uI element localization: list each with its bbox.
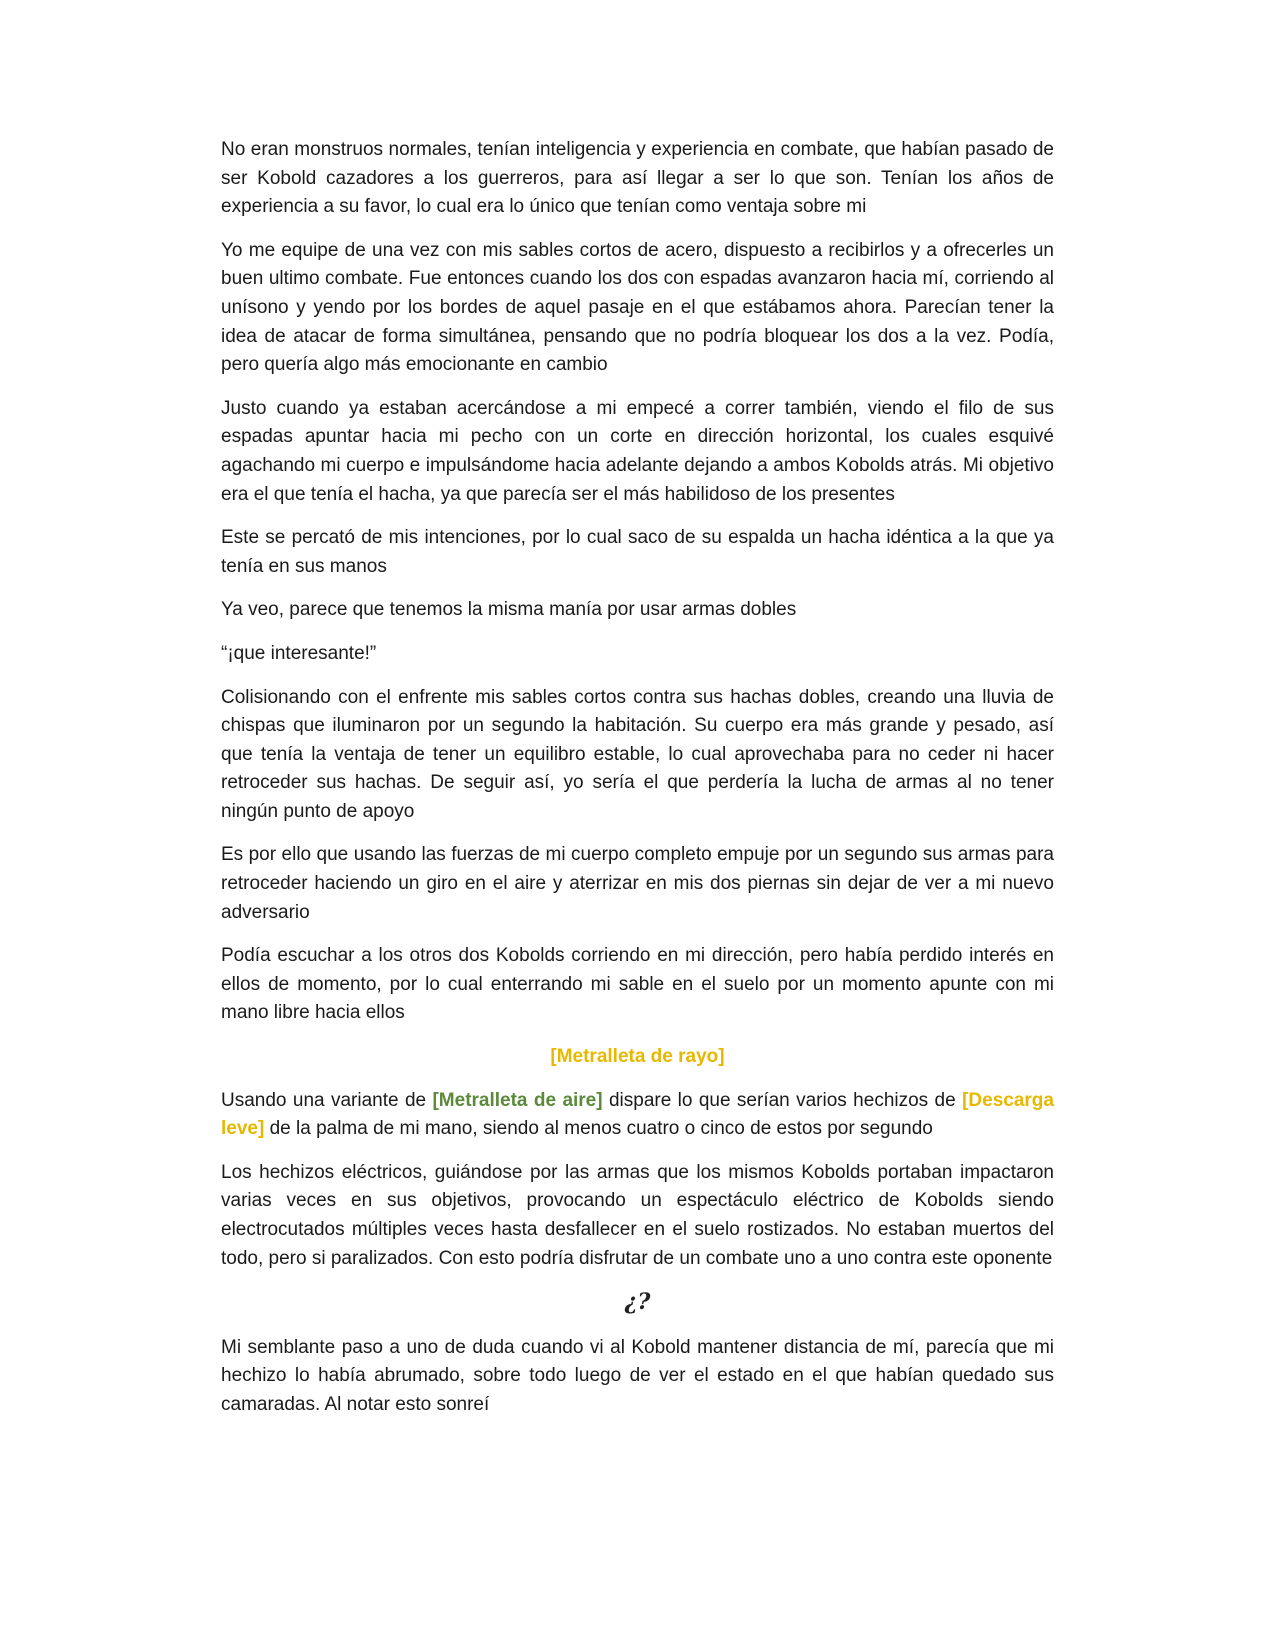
paragraph-3: Justo cuando ya estaban acercándose a mi empecé a correr también, viendo el filo de sus espadas apuntar hacia mi pecho con un corte en dirección horizontal, los cuales esquivé agachando mi cuerpo e impulsándome hacia adelante dejando a ambos Kobolds atrás. Mi objetivo era el que tenía el hacha, ya que parecía ser el más habilidoso de los presentes bbox=[221, 397, 1054, 505]
spell-heading: [Metralleta de rayo] bbox=[550, 1046, 725, 1068]
paragraph-2: Yo me equipe de una vez con mis sables cortos de acero, dispuesto a recibirlos y a ofrecerles un buen ultimo combate. Fue entonces cuando los dos con espadas avanzaron hacia mí, corriendo al unísono y yendo por los bordes de aquel pasaje en el que estábamos ahora. Parecían tener la idea de atacar de forma simultánea, pensando que no podría bloquear los dos a la vez. Podía, pero quería algo más emocionante en cambio bbox=[221, 239, 1054, 376]
paragraph-9: Podía escuchar a los otros dos Kobolds corriendo en mi dirección, pero había perdido interés en ellos de momento, por lo cual enterrando mi sable en el suelo por un momento apunte con mi mano libre hacia ellos bbox=[221, 945, 1054, 1024]
paragraph-4: Este se percató de mis intenciones, por lo cual saco de su espalda un hacha idéntica a la que ya tenía en sus manos bbox=[221, 527, 1054, 577]
paragraph-10-before: Usando una variante de bbox=[221, 1089, 433, 1111]
paragraph-6-quote: “¡que interesante!” bbox=[221, 642, 377, 664]
question-mark: ¿? bbox=[624, 1289, 651, 1316]
paragraph-11: Los hechizos eléctricos, guiándose por las armas que los mismos Kobolds portaban impactaron varias veces en sus objetivos, provocando un espectáculo eléctrico de Kobolds siendo electrocutados múltiples veces hasta desfallecer en el suelo rostizados. No estaban muertos del todo, pero si paralizados. Con esto podría disfrutar de un combate uno a uno contra este oponente bbox=[221, 1161, 1054, 1269]
paragraph-12: Mi semblante paso a uno de duda cuando vi al Kobold mantener distancia de mí, parecía que mi hechizo lo había abrumado, sobre todo luego de ver el estado en el que habían quedado sus camaradas. Al notar esto sonreí bbox=[221, 1336, 1054, 1415]
spell-air-name: [Metralleta de aire] bbox=[432, 1089, 603, 1111]
paragraph-10-after: de la palma de mi mano, siendo al menos cuatro o cinco de estos por segundo bbox=[264, 1118, 933, 1140]
question-mark-paragraph bbox=[221, 1288, 1054, 1319]
spell-discharge-name: [Descarga leve] bbox=[221, 1089, 1054, 1140]
spell-heading-paragraph bbox=[221, 1043, 1054, 1072]
paragraph-1: No eran monstruos normales, tenían inteligencia y experiencia en combate, que habían pasado de ser Kobold cazadores a los guerreros, para así llegar a ser lo que son. Tenían los años de experiencia a su favor, lo cual era lo único que tenían como ventaja sobre mi bbox=[221, 139, 1054, 218]
paragraph-8: Es por ello que usando las fuerzas de mi cuerpo completo empuje por un segundo sus armas para retroceder haciendo un giro en el aire y aterrizar en mis dos piernas sin dejar de ver a mi nuevo adversario bbox=[221, 844, 1054, 923]
paragraph-5: Ya veo, parece que tenemos la misma manía por usar armas dobles bbox=[221, 599, 797, 621]
paragraph-10 bbox=[221, 1087, 1054, 1144]
document-page bbox=[221, 136, 1054, 1435]
paragraph-7: Colisionando con el enfrente mis sables cortos contra sus hachas dobles, creando una lluvia de chispas que iluminaron por un segundo la habitación. Su cuerpo era más grande y pesado, así que tenía la ventaja de tener un equilibro estable, lo cual aprovechaba para no ceder ni hacer retroceder sus hachas. De seguir así, yo sería el que perdería la lucha de armas al no tener ningún punto de apoyo bbox=[221, 686, 1054, 822]
paragraph-10-middle: dispare lo que serían varios hechizos de bbox=[602, 1089, 963, 1111]
